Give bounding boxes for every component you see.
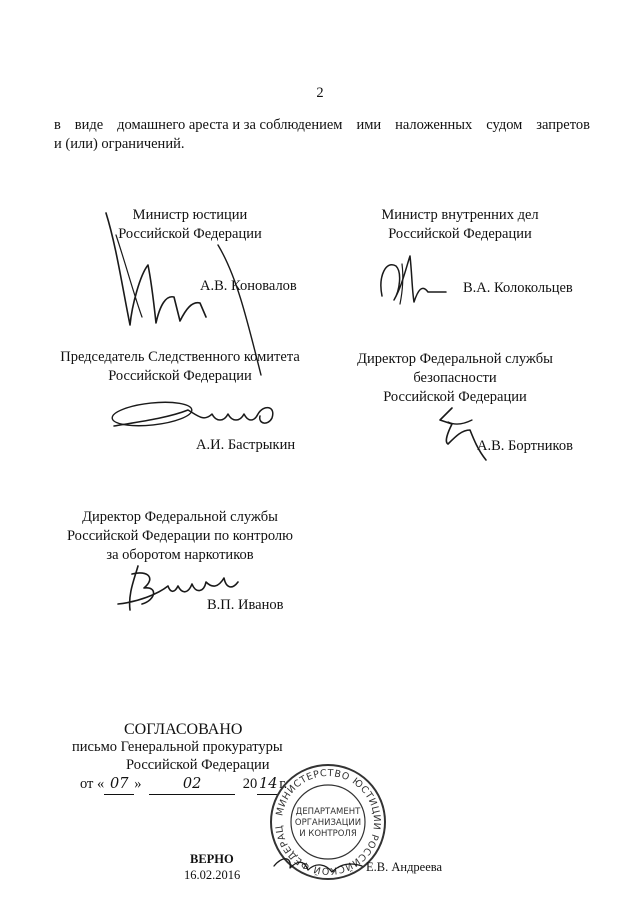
- signatory-interior-title: [360, 206, 560, 244]
- title-line: Российской Федерации: [383, 389, 527, 405]
- signatory-narcotics-title: [55, 508, 305, 565]
- signature-investigative: [108, 392, 284, 438]
- signature-security: [430, 400, 500, 466]
- date-year-prefix: 20: [242, 776, 258, 792]
- word: запретов: [536, 117, 590, 133]
- stamp-line-3: И КОНТРОЛЯ: [299, 829, 357, 839]
- date-month: 02: [149, 775, 235, 795]
- title-line: за оборотом наркотиков: [106, 547, 254, 563]
- certification-date: 16.02.2016: [184, 868, 241, 882]
- signature-interior: [372, 246, 452, 312]
- date-prefix: от «: [80, 776, 105, 792]
- signatory-justice-name: А.В. Коновалов: [200, 278, 297, 294]
- title-line: Министр внутренних дел: [381, 207, 539, 223]
- approval-date: [80, 775, 287, 795]
- date-mid: »: [134, 776, 142, 792]
- word: в: [54, 117, 61, 133]
- signature-narcotics: [108, 560, 248, 618]
- paragraph-line-1: [54, 116, 590, 135]
- stamp-line-2: ОРГАНИЗАЦИИ: [294, 818, 362, 828]
- title-line: безопасности: [413, 370, 497, 386]
- date-end: г.: [279, 776, 288, 792]
- word: домашнего ареста и за соблюдением: [117, 117, 343, 133]
- stamp-ring-text: МИНИСТЕРСТВО ЮСТИЦИИ РОССИЙСКОЙ ФЕДЕРАЦ: [273, 767, 383, 877]
- signatory-investigative-title: [55, 348, 305, 386]
- date-day: 07: [104, 775, 134, 795]
- certification-name: Е.В. Андреева: [366, 860, 443, 874]
- approval-line-2: Российской Федерации: [126, 757, 270, 773]
- signatory-interior-name: В.А. Колокольцев: [463, 280, 573, 296]
- word: наложенных: [395, 117, 473, 133]
- title-line: Председатель Следственного комитета: [60, 349, 300, 365]
- signatory-narcotics-name: В.П. Иванов: [207, 597, 284, 613]
- signature-certification: [268, 846, 368, 882]
- page-number: 2: [316, 85, 324, 101]
- paragraph-line-2: и (или) ограничений.: [54, 136, 185, 152]
- signatory-security-title: [345, 350, 565, 407]
- certification-label: ВЕРНО: [190, 852, 234, 866]
- signatory-investigative-name: А.И. Бастрыкин: [196, 437, 296, 453]
- signatory-security-name: А.В. Бортников: [477, 438, 573, 454]
- word: ими: [356, 117, 382, 133]
- title-line: Российской Федерации: [388, 226, 532, 242]
- title-line: Директор Федеральной службы: [82, 509, 278, 525]
- date-year-suffix: 14: [257, 775, 279, 795]
- title-line: Российской Федерации по контролю: [66, 528, 294, 544]
- approval-heading: СОГЛАСОВАНО: [124, 721, 243, 738]
- title-line: Директор Федеральной службы: [357, 351, 553, 367]
- stamp-line-1: ДЕПАРТАМЕНТ: [295, 807, 361, 817]
- title-line: Министр юстиции: [132, 207, 248, 223]
- title-line: Российской Федерации: [118, 226, 262, 242]
- word: судом: [486, 117, 523, 133]
- body-paragraph: [54, 116, 590, 154]
- word: виде: [74, 117, 104, 133]
- title-line: Российской Федерации: [108, 368, 252, 384]
- approval-line-1: письмо Генеральной прокуратуры: [72, 739, 283, 755]
